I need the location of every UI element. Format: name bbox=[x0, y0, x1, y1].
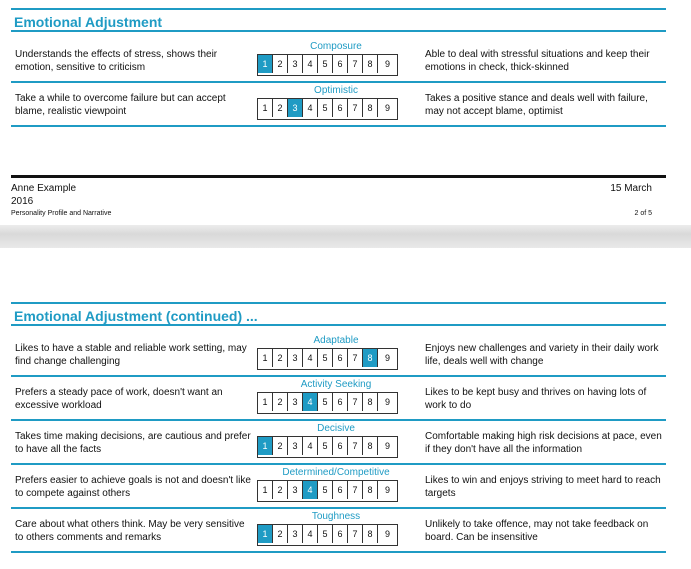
scale-box: 8 bbox=[363, 525, 378, 543]
scale-box: 7 bbox=[348, 525, 363, 543]
rating-scale bbox=[257, 480, 398, 502]
scale-box: 6 bbox=[333, 481, 348, 499]
scale-box: 8 bbox=[363, 437, 378, 455]
scale-box: 3 bbox=[288, 349, 303, 367]
rating-scale bbox=[257, 54, 398, 76]
scale-box: 6 bbox=[333, 99, 348, 117]
trait-row bbox=[11, 421, 666, 465]
scale-box-selected: 1 bbox=[258, 437, 273, 455]
scale-box: 7 bbox=[348, 55, 363, 73]
scale-box: 6 bbox=[333, 349, 348, 367]
footer-date: 15 March bbox=[610, 183, 652, 194]
scale-box: 9 bbox=[384, 485, 390, 495]
scale-box: 7 bbox=[348, 437, 363, 455]
scale-box: 4 bbox=[303, 525, 318, 543]
scale-box: 2 bbox=[273, 525, 288, 543]
scale-box: 4 bbox=[303, 99, 318, 117]
high-score-description: Able to deal with stressful situations and keep their emotions in check, thick-skinned bbox=[425, 49, 650, 73]
scale-box: 6 bbox=[333, 55, 348, 73]
scale-box: 2 bbox=[273, 55, 288, 73]
footer-subtitle: Personality Profile and Narrative bbox=[11, 210, 112, 217]
scale-box: 1 bbox=[258, 349, 273, 367]
scale-box: 1 bbox=[258, 481, 273, 499]
scale-box: 5 bbox=[318, 525, 333, 543]
scale-box: 9 bbox=[384, 103, 390, 113]
scale-box: 9 bbox=[384, 441, 390, 451]
scale-box: 7 bbox=[348, 393, 363, 411]
scale-box: 5 bbox=[318, 481, 333, 499]
low-score-description: Prefers a steady pace of work, doesn't want an excessive workload bbox=[15, 387, 223, 411]
trait-row bbox=[11, 39, 666, 83]
scale-box: 5 bbox=[318, 437, 333, 455]
trait-label: Decisive bbox=[317, 423, 355, 434]
trait-label: Activity Seeking bbox=[300, 379, 372, 390]
trait-label: Composure bbox=[310, 41, 362, 52]
scale-box: 3 bbox=[288, 393, 303, 411]
scale-box: 8 bbox=[363, 393, 378, 411]
scale-box: 4 bbox=[303, 349, 318, 367]
scale-box: 4 bbox=[303, 55, 318, 73]
scale-box-selected: 4 bbox=[303, 481, 318, 499]
high-score-description: Unlikely to take offence, may not take feedback on board. Can be insensitive bbox=[425, 519, 649, 543]
scale-box: 6 bbox=[333, 393, 348, 411]
scale-box: 2 bbox=[273, 349, 288, 367]
scale-box: 5 bbox=[318, 99, 333, 117]
trait-label: Determined/Competitive bbox=[282, 467, 390, 478]
section-title: Emotional Adjustment (continued) ... bbox=[11, 302, 666, 326]
scale-box: 9 bbox=[384, 59, 390, 69]
trait-label: Toughness bbox=[311, 511, 361, 522]
scale-box: 8 bbox=[363, 481, 378, 499]
footer-page-number: 2 of 5 bbox=[634, 210, 652, 217]
trait-label: Optimistic bbox=[314, 85, 358, 96]
scale-box: 1 bbox=[258, 99, 273, 117]
scale-box-selected: 4 bbox=[303, 393, 318, 411]
trait-row bbox=[11, 377, 666, 421]
scale-box: 9 bbox=[384, 397, 390, 407]
page-footer bbox=[11, 175, 666, 217]
scale-box-selected: 1 bbox=[258, 525, 273, 543]
rating-scale bbox=[257, 392, 398, 414]
scale-box: 6 bbox=[333, 437, 348, 455]
scale-box: 9 bbox=[384, 353, 390, 363]
scale-box: 5 bbox=[318, 55, 333, 73]
high-score-description: Comfortable making high risk decisions at pace, even if they don't have all the information bbox=[425, 431, 662, 455]
low-score-description: Take a while to overcome failure but can accept blame, realistic viewpoint bbox=[15, 93, 226, 117]
rating-scale bbox=[257, 436, 398, 458]
scale-box: 2 bbox=[273, 393, 288, 411]
page-separator bbox=[0, 225, 691, 248]
rating-scale bbox=[257, 348, 398, 370]
trait-row bbox=[11, 333, 666, 377]
high-score-description: Enjoys new challenges and variety in their daily work life, deals well with change bbox=[425, 343, 659, 367]
footer-year: 2016 bbox=[11, 196, 34, 207]
low-score-description: Likes to have a stable and reliable work setting, may find change challenging bbox=[15, 343, 247, 367]
trait-row bbox=[11, 83, 666, 127]
low-score-description: Takes time making decisions, are cautious and prefer to have all the facts bbox=[15, 431, 251, 455]
scale-box-selected: 8 bbox=[363, 349, 378, 367]
scale-box: 3 bbox=[288, 55, 303, 73]
scale-box: 7 bbox=[348, 349, 363, 367]
scale-box: 1 bbox=[258, 393, 273, 411]
scale-box-selected: 3 bbox=[288, 99, 303, 117]
low-score-description: Understands the effects of stress, shows their emotion, sensitive to criticism bbox=[15, 49, 218, 73]
scale-box: 4 bbox=[303, 437, 318, 455]
scale-box: 5 bbox=[318, 393, 333, 411]
footer-name: Anne Example bbox=[11, 183, 77, 194]
scale-box: 3 bbox=[288, 437, 303, 455]
trait-row bbox=[11, 465, 666, 509]
scale-box: 6 bbox=[333, 525, 348, 543]
scale-box: 9 bbox=[384, 529, 390, 539]
scale-box: 8 bbox=[363, 55, 378, 73]
scale-box: 7 bbox=[348, 99, 363, 117]
report-page-2 bbox=[0, 0, 691, 225]
scale-box-selected: 1 bbox=[258, 55, 273, 73]
high-score-description: Takes a positive stance and deals well with failure, may not accept blame, optimist bbox=[425, 93, 648, 117]
trait-label: Adaptable bbox=[313, 335, 359, 346]
low-score-description: Care about what others think. May be very sensitive to others comments and remarks bbox=[15, 519, 245, 543]
scale-box: 2 bbox=[273, 437, 288, 455]
low-score-description: Prefers easier to achieve goals is not and doesn't like to compete against others bbox=[15, 475, 251, 499]
high-score-description: Likes to win and enjoys striving to meet hard to reach targets bbox=[425, 475, 661, 499]
scale-box: 3 bbox=[288, 525, 303, 543]
section-title: Emotional Adjustment bbox=[11, 8, 666, 32]
scale-box: 2 bbox=[273, 99, 288, 117]
high-score-description: Likes to be kept busy and thrives on having lots of work to do bbox=[425, 387, 647, 411]
report-page-3 bbox=[0, 248, 691, 569]
scale-box: 8 bbox=[363, 99, 378, 117]
rating-scale bbox=[257, 98, 398, 120]
scale-box: 2 bbox=[273, 481, 288, 499]
scale-box: 5 bbox=[318, 349, 333, 367]
scale-box: 7 bbox=[348, 481, 363, 499]
scale-box: 3 bbox=[288, 481, 303, 499]
trait-row bbox=[11, 509, 666, 553]
rating-scale bbox=[257, 524, 398, 546]
